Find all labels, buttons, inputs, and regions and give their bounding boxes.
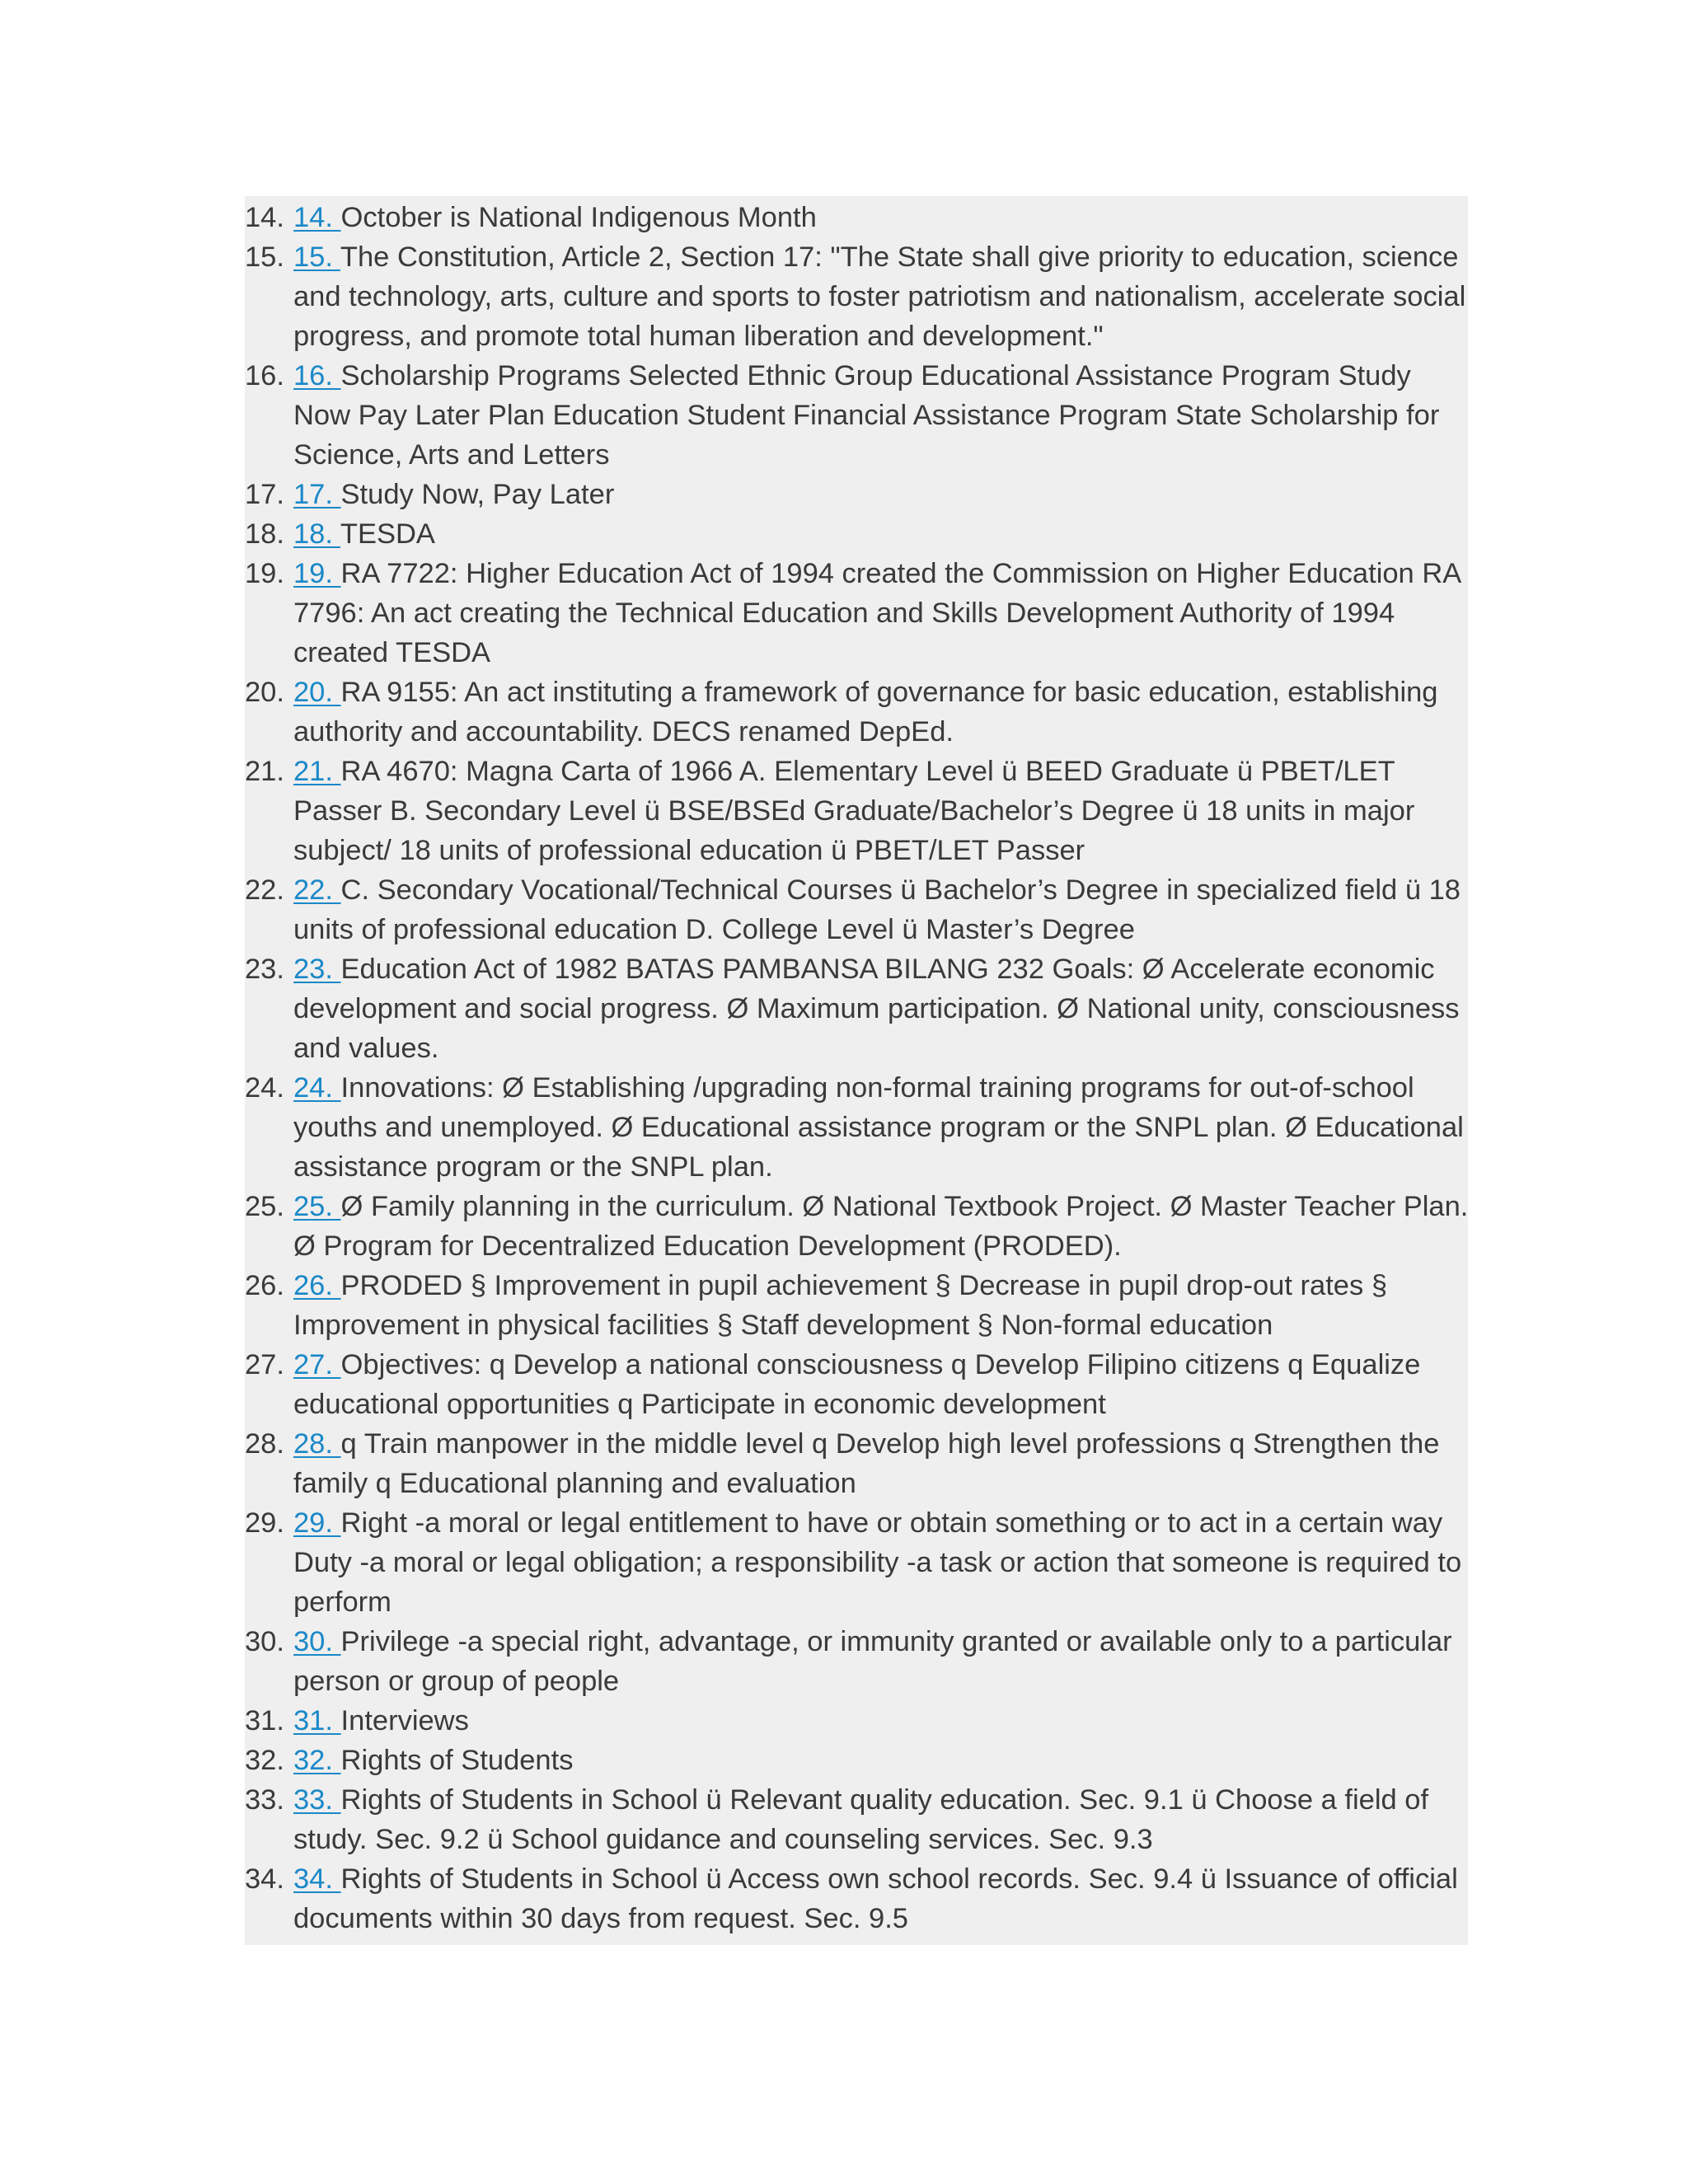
list-item [245,1068,1471,1187]
item-number: 25. [245,1191,284,1222]
item-number: 22. [245,874,284,906]
list-item [245,1503,1471,1622]
slide-link[interactable]: 23. [293,954,341,985]
slide-link[interactable]: 32. [293,1745,341,1776]
item-text: Privilege -a special right, advantage, or immunity granted or available only to a particular person or group of people [293,1626,1452,1697]
list-item [245,673,1471,752]
item-number: 16. [245,360,284,391]
slide-link[interactable]: 26. [293,1270,341,1301]
slide-link[interactable]: 27. [293,1349,341,1380]
list-item [245,554,1471,673]
item-text: Rights of Students in School ü Relevant quality education. Sec. 9.1 ü Choose a field of study. Sec. 9.2 ü School guidance and counseling services. Sec. 9.3 [293,1784,1429,1855]
slide-link[interactable]: 19. [293,558,341,589]
item-text: Interviews [340,1705,469,1736]
item-text: C. Secondary Vocational/Technical Courses ü Bachelor’s Degree in specialized field ü 18 units of professional education D. College Level ü Master’s Degree [293,874,1461,945]
list-item [245,1345,1471,1424]
list-item [245,1266,1471,1345]
item-number: 18. [245,518,284,550]
item-number: 20. [245,677,284,708]
slide-link[interactable]: 18. [293,518,340,550]
list-item [245,1187,1471,1266]
numbered-list [245,198,1471,1938]
item-number: 31. [245,1705,284,1736]
list-item [245,356,1471,475]
list-item [245,1741,1471,1780]
item-text: Rights of Students in School ü Access own school records. Sec. 9.4 ü Issuance of official documents within 30 days from request. Sec. 9.5 [293,1863,1458,1934]
slide-link[interactable]: 24. [293,1072,341,1104]
item-number: 19. [245,558,284,589]
slide-link[interactable]: 16. [293,360,341,391]
slide-link[interactable]: 31. [293,1705,341,1736]
list-item [245,475,1471,514]
item-text: q Train manpower in the middle level q Develop high level professions q Strengthen the family q Educational planning and evaluation [293,1428,1440,1499]
slide-link[interactable]: 33. [293,1784,341,1816]
list-item [245,514,1471,554]
slide-link[interactable]: 14. [293,202,341,233]
slide-link[interactable]: 34. [293,1863,341,1895]
item-number: 17. [245,479,284,510]
item-number: 33. [245,1784,284,1816]
slide-link[interactable]: 21. [293,756,341,787]
item-text: RA 9155: An act instituting a framework of governance for basic education, establishing authority and accountability. DECS renamed DepEd. [293,677,1438,748]
slide-link[interactable]: 22. [293,874,341,906]
item-number: 24. [245,1072,284,1104]
item-text: Study Now, Pay Later [340,479,615,510]
slide-link[interactable]: 15. [293,241,340,273]
item-text: RA 7722: Higher Education Act of 1994 created the Commission on Higher Education RA 7796: An act creating the Technical Education and Skills Development Authority of 1994 created TESDA [293,558,1461,668]
item-number: 14. [245,202,284,233]
list-item [245,870,1471,949]
slide-link[interactable]: 25. [293,1191,341,1222]
slide-link[interactable]: 30. [293,1626,341,1657]
item-number: 28. [245,1428,284,1460]
slide-link[interactable]: 29. [293,1507,341,1539]
item-text: Objectives: q Develop a national consciousness q Develop Filipino citizens q Equalize educational opportunities q Participate in economic development [293,1349,1421,1420]
item-text: The Constitution, Article 2, Section 17: "The State shall give priority to education, science and technology, arts, culture and sports to foster patriotism and nationalism, accelerate social progress, and promote total human liberation and development." [293,241,1466,352]
item-number: 26. [245,1270,284,1301]
list-item [245,1622,1471,1701]
list-item [245,1424,1471,1503]
item-number: 21. [245,756,284,787]
slide-link[interactable]: 28. [293,1428,341,1460]
item-text: RA 4670: Magna Carta of 1966 A. Elementary Level ü BEED Graduate ü PBET/LET Passer B. Secondary Level ü BSE/BSEd Graduate/Bachelor’s Degree ü 18 units in major subject/ 18 units of professional education ü PBET/LET Passer [293,756,1415,866]
list-item [245,1780,1471,1859]
list-item [245,1859,1471,1938]
list-item [245,752,1471,870]
item-number: 30. [245,1626,284,1657]
document-page [245,196,1468,1945]
slide-link[interactable]: 20. [293,677,341,708]
list-item [245,1701,1471,1741]
list-item [245,949,1471,1068]
item-text: PRODED § Improvement in pupil achievement § Decrease in pupil drop-out rates § Improvement in physical facilities § Staff development § Non-formal education [293,1270,1388,1341]
slide-link[interactable]: 17. [293,479,341,510]
item-text: TESDA [340,518,435,550]
item-number: 29. [245,1507,284,1539]
item-number: 34. [245,1863,284,1895]
item-text: Rights of Students [340,1745,574,1776]
item-number: 27. [245,1349,284,1380]
item-number: 15. [245,241,284,273]
item-number: 23. [245,954,284,985]
item-text: Scholarship Programs Selected Ethnic Group Educational Assistance Program Study Now Pay Later Plan Education Student Financial Assistance Program State Scholarship for Science, Arts and Letters [293,360,1440,471]
item-number: 32. [245,1745,284,1776]
item-text: Innovations: Ø Establishing /upgrading non-formal training programs for out-of-school youths and unemployed. Ø Educational assistance program or the SNPL plan. Ø Educational assistance program or the SNPL plan. [293,1072,1464,1183]
item-text: October is National Indigenous Month [340,202,817,233]
item-text: Right -a moral or legal entitlement to have or obtain something or to act in a certain way Duty -a moral or legal obligation; a responsibility -a task or action that someone is required to perform [293,1507,1462,1618]
list-item [245,237,1471,356]
item-text: Ø Family planning in the curriculum. Ø National Textbook Project. Ø Master Teacher Plan. Ø Program for Decentralized Education Development (PRODED). [293,1191,1469,1262]
list-item [245,198,1471,237]
item-text: Education Act of 1982 BATAS PAMBANSA BILANG 232 Goals: Ø Accelerate economic development and social progress. Ø Maximum participation. Ø National unity, consciousness and values. [293,954,1460,1064]
